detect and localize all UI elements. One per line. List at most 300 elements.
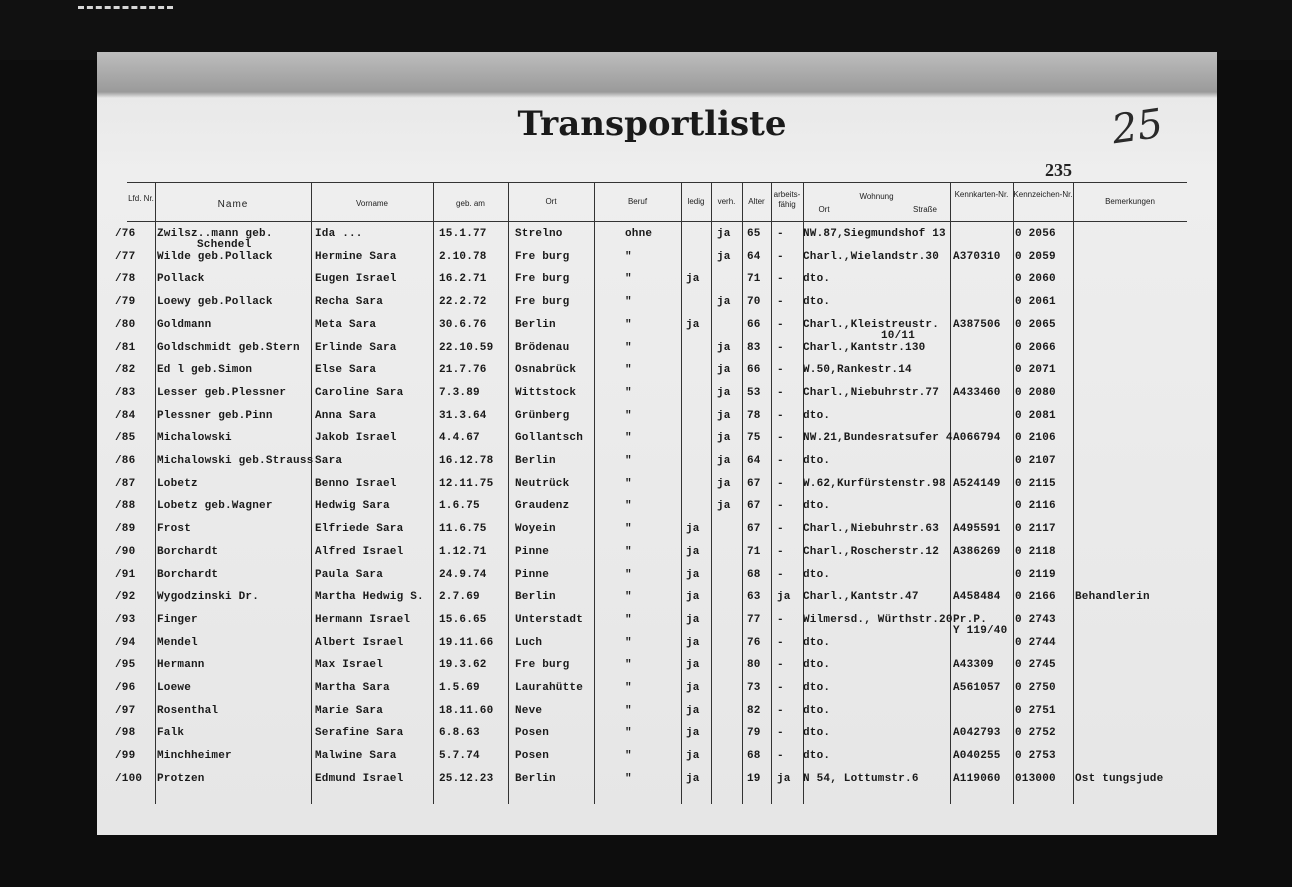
row-number: /82 <box>115 364 136 377</box>
row-kennkarte: A040255 <box>953 750 1001 763</box>
row-birthdate: 31.3.64 <box>439 409 487 422</box>
row-number: /80 <box>115 318 136 331</box>
table-row <box>97 273 1207 295</box>
table-row <box>97 773 1207 795</box>
row-wohnung-line2: 10/11 <box>881 329 916 342</box>
row-bemerkung: Behandlerin <box>1075 591 1150 604</box>
row-ort: Woyein <box>515 523 556 536</box>
row-alter: 71 <box>747 545 761 558</box>
row-vorname: Martha Hedwig S. <box>315 591 424 604</box>
row-arbeitsfaehig: ja <box>777 772 791 785</box>
row-alter: 67 <box>747 477 761 490</box>
row-name: Michalowski geb.Strauss <box>157 455 314 467</box>
row-alter: 64 <box>747 455 761 467</box>
row-ledig: ja <box>686 318 700 331</box>
row-name: Zwilsz..mann geb. <box>157 228 273 240</box>
row-kennzeichen: 0 2751 <box>1015 704 1056 717</box>
row-ledig: ja <box>686 682 700 694</box>
row-beruf: " <box>625 568 632 581</box>
row-birthdate: 22.2.72 <box>439 296 487 309</box>
row-wohnung: Charl.,Niebuhrstr.63 <box>803 523 940 536</box>
row-birthdate: 1.12.71 <box>439 545 487 558</box>
row-number: /84 <box>115 409 136 422</box>
row-number: /76 <box>115 228 136 240</box>
table-row <box>97 546 1207 568</box>
row-beruf: " <box>625 523 632 536</box>
row-beruf: " <box>625 455 632 467</box>
row-ort: Neve <box>515 704 543 717</box>
row-wohnung: dto. <box>803 682 831 694</box>
row-kennkarte: A561057 <box>953 682 1001 694</box>
row-beruf: " <box>625 341 632 354</box>
header-bottom-rule <box>127 221 1187 222</box>
row-kennkarte: A119060 <box>953 772 1001 785</box>
row-ort: Posen <box>515 750 550 763</box>
row-ort: Posen <box>515 727 550 740</box>
row-alter: 68 <box>747 568 761 581</box>
row-bemerkung: Ost tungsjude <box>1075 772 1164 785</box>
row-number: /100 <box>115 772 143 785</box>
row-name: Loewe <box>157 682 192 694</box>
row-number: /91 <box>115 568 136 581</box>
header-alter: Alter <box>748 197 765 206</box>
row-beruf: " <box>625 545 632 558</box>
table-row <box>97 455 1207 477</box>
row-wohnung: dto. <box>803 750 831 763</box>
row-beruf: " <box>625 613 632 626</box>
row-verh: ja <box>717 500 731 513</box>
row-arbeitsfaehig: - <box>777 704 784 717</box>
row-number: /99 <box>115 750 136 763</box>
row-arbeitsfaehig: - <box>777 341 784 354</box>
row-ort: Brödenau <box>515 341 570 354</box>
row-alter: 80 <box>747 659 761 672</box>
table-row <box>97 705 1207 727</box>
row-beruf: " <box>625 704 632 717</box>
row-arbeitsfaehig: - <box>777 682 784 694</box>
row-ort: Graudenz <box>515 500 570 513</box>
row-ledig: ja <box>686 523 700 536</box>
row-arbeitsfaehig: - <box>777 409 784 422</box>
row-alter: 77 <box>747 613 761 626</box>
row-beruf: " <box>625 409 632 422</box>
row-kennzeichen: 0 2750 <box>1015 682 1056 694</box>
row-wohnung: Charl.,Kantstr.130 <box>803 341 926 354</box>
row-beruf: " <box>625 682 632 694</box>
row-kennzeichen: 0 2107 <box>1015 455 1056 467</box>
row-ort: Berlin <box>515 455 556 467</box>
row-ort: Luch <box>515 636 543 649</box>
row-arbeitsfaehig: - <box>777 296 784 309</box>
row-kennkarte: A042793 <box>953 727 1001 740</box>
table-row <box>97 591 1207 613</box>
row-number: /77 <box>115 250 136 263</box>
row-name: Lobetz geb.Wagner <box>157 500 273 513</box>
row-vorname: Alfred Israel <box>315 545 404 558</box>
table-row <box>97 523 1207 545</box>
row-verh: ja <box>717 386 731 399</box>
row-kennzeichen: 0 2117 <box>1015 523 1056 536</box>
row-verh: ja <box>717 364 731 377</box>
header-wohnung-strasse: Straße <box>912 205 937 214</box>
row-birthdate: 21.7.76 <box>439 364 487 377</box>
row-name: Goldmann <box>157 318 212 331</box>
header-kennkarten-nr: Kennkarten-Nr. <box>954 190 1009 199</box>
row-number: /79 <box>115 296 136 309</box>
row-wohnung: Charl.,Kantstr.47 <box>803 591 919 604</box>
row-wohnung: dto. <box>803 727 831 740</box>
row-birthdate: 6.8.63 <box>439 727 480 740</box>
row-wohnung: dto. <box>803 500 831 513</box>
row-name: Goldschmidt geb.Stern <box>157 341 300 354</box>
row-arbeitsfaehig: - <box>777 477 784 490</box>
table-row <box>97 682 1207 704</box>
row-number: /94 <box>115 636 136 649</box>
row-ort: Strelno <box>515 228 563 240</box>
header-kennzeichen-nr: Kennzeichen-Nr. <box>1013 190 1073 199</box>
table-row <box>97 500 1207 522</box>
row-kennzeichen: 0 2059 <box>1015 250 1056 263</box>
row-ort: Gollantsch <box>515 432 584 445</box>
row-wohnung: dto. <box>803 568 831 581</box>
row-beruf: " <box>625 250 632 263</box>
header-lfd-nr: Lfd. Nr. <box>128 194 154 203</box>
row-alter: 79 <box>747 727 761 740</box>
table-row <box>97 478 1207 500</box>
row-ort: Fre burg <box>515 659 570 672</box>
row-name: Loewy geb.Pollack <box>157 296 273 309</box>
row-vorname: Ida ... <box>315 228 363 240</box>
row-arbeitsfaehig: - <box>777 250 784 263</box>
row-ledig: ja <box>686 273 700 286</box>
table-row <box>97 614 1207 636</box>
row-kennzeichen: 0 2118 <box>1015 545 1056 558</box>
row-vorname: Marie Sara <box>315 704 384 717</box>
row-kennkarte: A387506 <box>953 318 1001 331</box>
row-name: Borchardt <box>157 545 219 558</box>
row-kennzeichen: 0 2080 <box>1015 386 1056 399</box>
row-alter: 67 <box>747 500 761 513</box>
row-vorname: Benno Israel <box>315 477 397 490</box>
row-birthdate: 1.5.69 <box>439 682 480 694</box>
row-ort: Neutrück <box>515 477 570 490</box>
row-birthdate: 15.6.65 <box>439 613 487 626</box>
row-ledig: ja <box>686 613 700 626</box>
row-number: /89 <box>115 523 136 536</box>
row-vorname: Eugen Israel <box>315 273 397 286</box>
row-ledig: ja <box>686 750 700 763</box>
row-beruf: " <box>625 273 632 286</box>
row-name: Borchardt <box>157 568 219 581</box>
row-verh: ja <box>717 296 731 309</box>
header-top-rule <box>127 182 1187 183</box>
row-name: Protzen <box>157 772 205 785</box>
row-kennkarte: Pr.P. <box>953 613 988 626</box>
row-kennkarte: A370310 <box>953 250 1001 263</box>
row-beruf: " <box>625 727 632 740</box>
row-birthdate: 30.6.76 <box>439 318 487 331</box>
header-geb-am: geb. am <box>456 199 485 208</box>
row-birthdate: 12.11.75 <box>439 477 494 490</box>
row-kennzeichen: 0 2060 <box>1015 273 1056 286</box>
row-beruf: " <box>625 750 632 763</box>
row-kennzeichen: 0 2753 <box>1015 750 1056 763</box>
row-birthdate: 18.11.60 <box>439 704 494 717</box>
row-name: Hermann <box>157 659 205 672</box>
row-name: Mendel <box>157 636 198 649</box>
row-wohnung: Charl.,Roscherstr.12 <box>803 545 940 558</box>
row-ort: Pinne <box>515 568 550 581</box>
row-arbeitsfaehig: - <box>777 386 784 399</box>
film-border <box>0 0 1292 60</box>
row-ledig: ja <box>686 591 700 604</box>
row-alter: 83 <box>747 341 761 354</box>
row-vorname: Recha Sara <box>315 296 384 309</box>
row-vorname: Serafine Sara <box>315 727 404 740</box>
row-number: /98 <box>115 727 136 740</box>
table-row <box>97 296 1207 318</box>
row-wohnung: dto. <box>803 659 831 672</box>
row-kennzeichen: 0 2744 <box>1015 636 1056 649</box>
row-name: Ed l geb.Simon <box>157 364 253 377</box>
row-beruf: ohne <box>625 228 653 240</box>
row-number: /92 <box>115 591 136 604</box>
row-alter: 66 <box>747 364 761 377</box>
row-ort: Grünberg <box>515 409 570 422</box>
row-number: /95 <box>115 659 136 672</box>
row-wohnung: dto. <box>803 636 831 649</box>
row-kennkarte: A433460 <box>953 386 1001 399</box>
row-wohnung: dto. <box>803 704 831 717</box>
row-alter: 64 <box>747 250 761 263</box>
row-ort: Berlin <box>515 591 556 604</box>
row-name-line2: Schendel <box>197 239 252 251</box>
row-name: Rosenthal <box>157 704 219 717</box>
row-alter: 68 <box>747 750 761 763</box>
row-wohnung: dto. <box>803 273 831 286</box>
row-beruf: " <box>625 364 632 377</box>
table-row <box>97 410 1207 432</box>
row-ledig: ja <box>686 727 700 740</box>
row-ort: Fre burg <box>515 250 570 263</box>
row-alter: 82 <box>747 704 761 717</box>
row-birthdate: 19.3.62 <box>439 659 487 672</box>
row-birthdate: 22.10.59 <box>439 341 494 354</box>
table-row <box>97 659 1207 681</box>
row-beruf: " <box>625 500 632 513</box>
row-kennzeichen: 0 2752 <box>1015 727 1056 740</box>
row-ort: Fre burg <box>515 273 570 286</box>
row-alter: 66 <box>747 318 761 331</box>
row-wohnung: W.62,Kurfürstenstr.98 <box>803 477 946 490</box>
row-alter: 71 <box>747 273 761 286</box>
row-alter: 70 <box>747 296 761 309</box>
row-vorname: Edmund Israel <box>315 772 404 785</box>
row-verh: ja <box>717 409 731 422</box>
row-arbeitsfaehig: - <box>777 500 784 513</box>
row-vorname: Caroline Sara <box>315 386 404 399</box>
row-alter: 53 <box>747 386 761 399</box>
table-row <box>97 387 1207 409</box>
row-vorname: Meta Sara <box>315 318 377 331</box>
table-row <box>97 319 1207 341</box>
header-wohnung: Wohnung <box>859 192 894 201</box>
row-wohnung: dto. <box>803 409 831 422</box>
header-ledig: ledig <box>687 197 705 206</box>
row-number: /87 <box>115 477 136 490</box>
page-number: 235 <box>1045 160 1072 180</box>
row-vorname: Jakob Israel <box>315 432 397 445</box>
row-vorname: Martha Sara <box>315 682 390 694</box>
row-ort: Osnabrück <box>515 364 577 377</box>
row-kennzeichen: 0 2071 <box>1015 364 1056 377</box>
row-name: Plessner geb.Pinn <box>157 409 273 422</box>
row-ort: Unterstadt <box>515 613 584 626</box>
row-vorname: Anna Sara <box>315 409 377 422</box>
row-number: /78 <box>115 273 136 286</box>
row-name: Minchheimer <box>157 750 232 763</box>
table-row <box>97 727 1207 749</box>
row-kennkarte: A458484 <box>953 591 1001 604</box>
row-verh: ja <box>717 432 731 445</box>
header-ort: Ort <box>545 197 557 206</box>
table-row <box>97 750 1207 772</box>
film-frame-marks <box>78 6 173 13</box>
row-number: /86 <box>115 455 136 467</box>
row-birthdate: 15.1.77 <box>439 228 487 240</box>
row-number: /83 <box>115 386 136 399</box>
row-wohnung: Charl.,Niebuhrstr.77 <box>803 386 940 399</box>
row-birthdate: 16.2.71 <box>439 273 487 286</box>
row-kennzeichen: 0 2066 <box>1015 341 1056 354</box>
row-birthdate: 2.7.69 <box>439 591 480 604</box>
row-alter: 78 <box>747 409 761 422</box>
row-beruf: " <box>625 772 632 785</box>
row-kennzeichen: 0 2065 <box>1015 318 1056 331</box>
row-ledig: ja <box>686 545 700 558</box>
row-number: /88 <box>115 500 136 513</box>
row-kennzeichen: 0 2056 <box>1015 228 1056 240</box>
row-name: Wygodzinski Dr. <box>157 591 260 604</box>
row-name: Lobetz <box>157 477 198 490</box>
row-name: Pollack <box>157 273 205 286</box>
row-name: Frost <box>157 523 192 536</box>
row-ledig: ja <box>686 568 700 581</box>
page-title: Transportliste <box>517 104 787 144</box>
row-birthdate: 5.7.74 <box>439 750 480 763</box>
row-arbeitsfaehig: - <box>777 568 784 581</box>
table-row <box>97 364 1207 386</box>
row-alter: 63 <box>747 591 761 604</box>
row-ledig: ja <box>686 659 700 672</box>
row-vorname: Elfriede Sara <box>315 523 404 536</box>
row-alter: 67 <box>747 523 761 536</box>
header-vorname: Vorname <box>355 199 389 208</box>
row-ledig: ja <box>686 704 700 717</box>
row-name: Finger <box>157 613 198 626</box>
row-verh: ja <box>717 455 731 467</box>
row-name: Falk <box>157 727 185 740</box>
row-vorname: Sara <box>315 455 343 467</box>
header-bemerkungen: Bemerkungen <box>1105 197 1155 206</box>
table-row <box>97 342 1207 364</box>
row-beruf: " <box>625 659 632 672</box>
row-number: /90 <box>115 545 136 558</box>
row-beruf: " <box>625 318 632 331</box>
row-kennkarte: A524149 <box>953 477 1001 490</box>
row-birthdate: 4.4.67 <box>439 432 480 445</box>
row-birthdate: 1.6.75 <box>439 500 480 513</box>
row-vorname: Hermine Sara <box>315 250 397 263</box>
row-kennzeichen: 0 2116 <box>1015 500 1056 513</box>
table-row <box>97 251 1207 273</box>
row-wohnung: W.50,Rankestr.14 <box>803 364 912 377</box>
row-kennzeichen: 0 2743 <box>1015 613 1056 626</box>
row-kennzeichen: 0 2166 <box>1015 591 1056 604</box>
row-ort: Wittstock <box>515 386 577 399</box>
row-beruf: " <box>625 296 632 309</box>
row-wohnung: Charl.,Kleistreustr. <box>803 318 940 331</box>
row-wohnung: Charl.,Wielandstr.30 <box>803 250 940 263</box>
row-name: Wilde geb.Pollack <box>157 250 273 263</box>
row-beruf: " <box>625 477 632 490</box>
row-kennkarte: A43309 <box>953 659 994 672</box>
row-arbeitsfaehig: - <box>777 228 784 240</box>
row-birthdate: 11.6.75 <box>439 523 487 536</box>
header-wohnung-ort: Ort <box>818 205 830 214</box>
row-ledig: ja <box>686 772 700 785</box>
row-ledig: ja <box>686 636 700 649</box>
row-vorname: Else Sara <box>315 364 377 377</box>
table-row <box>97 637 1207 659</box>
row-kennzeichen: 0 2061 <box>1015 296 1056 309</box>
row-vorname: Hermann Israel <box>315 613 411 626</box>
row-name: Michalowski <box>157 432 232 445</box>
row-wohnung: dto. <box>803 296 831 309</box>
row-arbeitsfaehig: - <box>777 545 784 558</box>
row-ort: Pinne <box>515 545 550 558</box>
table-row <box>97 228 1207 250</box>
row-verh: ja <box>717 250 731 263</box>
header-verh: verh. <box>717 197 736 206</box>
row-kennkarte: A386269 <box>953 545 1001 558</box>
row-wohnung: NW.87,Siegmundshof 13 <box>803 228 946 240</box>
row-kennzeichen: 0 2115 <box>1015 477 1056 490</box>
row-birthdate: 24.9.74 <box>439 568 487 581</box>
header-arbeitsfaehig: arbeits-fähig <box>773 190 801 209</box>
row-ort: Berlin <box>515 318 556 331</box>
row-vorname: Hedwig Sara <box>315 500 390 513</box>
row-alter: 19 <box>747 772 761 785</box>
row-alter: 75 <box>747 432 761 445</box>
row-kennzeichen: 0 2745 <box>1015 659 1056 672</box>
row-vorname: Max Israel <box>315 659 384 672</box>
row-verh: ja <box>717 228 731 240</box>
row-kennzeichen: 0 2081 <box>1015 409 1056 422</box>
row-beruf: " <box>625 432 632 445</box>
row-vorname: Erlinde Sara <box>315 341 397 354</box>
row-birthdate: 19.11.66 <box>439 636 494 649</box>
handwritten-number: 25 <box>1109 100 1166 154</box>
row-arbeitsfaehig: - <box>777 364 784 377</box>
row-kennkarte-line2: Y 119/40 <box>953 624 1008 637</box>
document-sheet <box>97 52 1217 835</box>
row-vorname: Albert Israel <box>315 636 404 649</box>
row-alter: 65 <box>747 228 761 240</box>
row-ort: Laurahütte <box>515 682 584 694</box>
row-kennzeichen: 0 2106 <box>1015 432 1056 445</box>
row-ort: Fre burg <box>515 296 570 309</box>
